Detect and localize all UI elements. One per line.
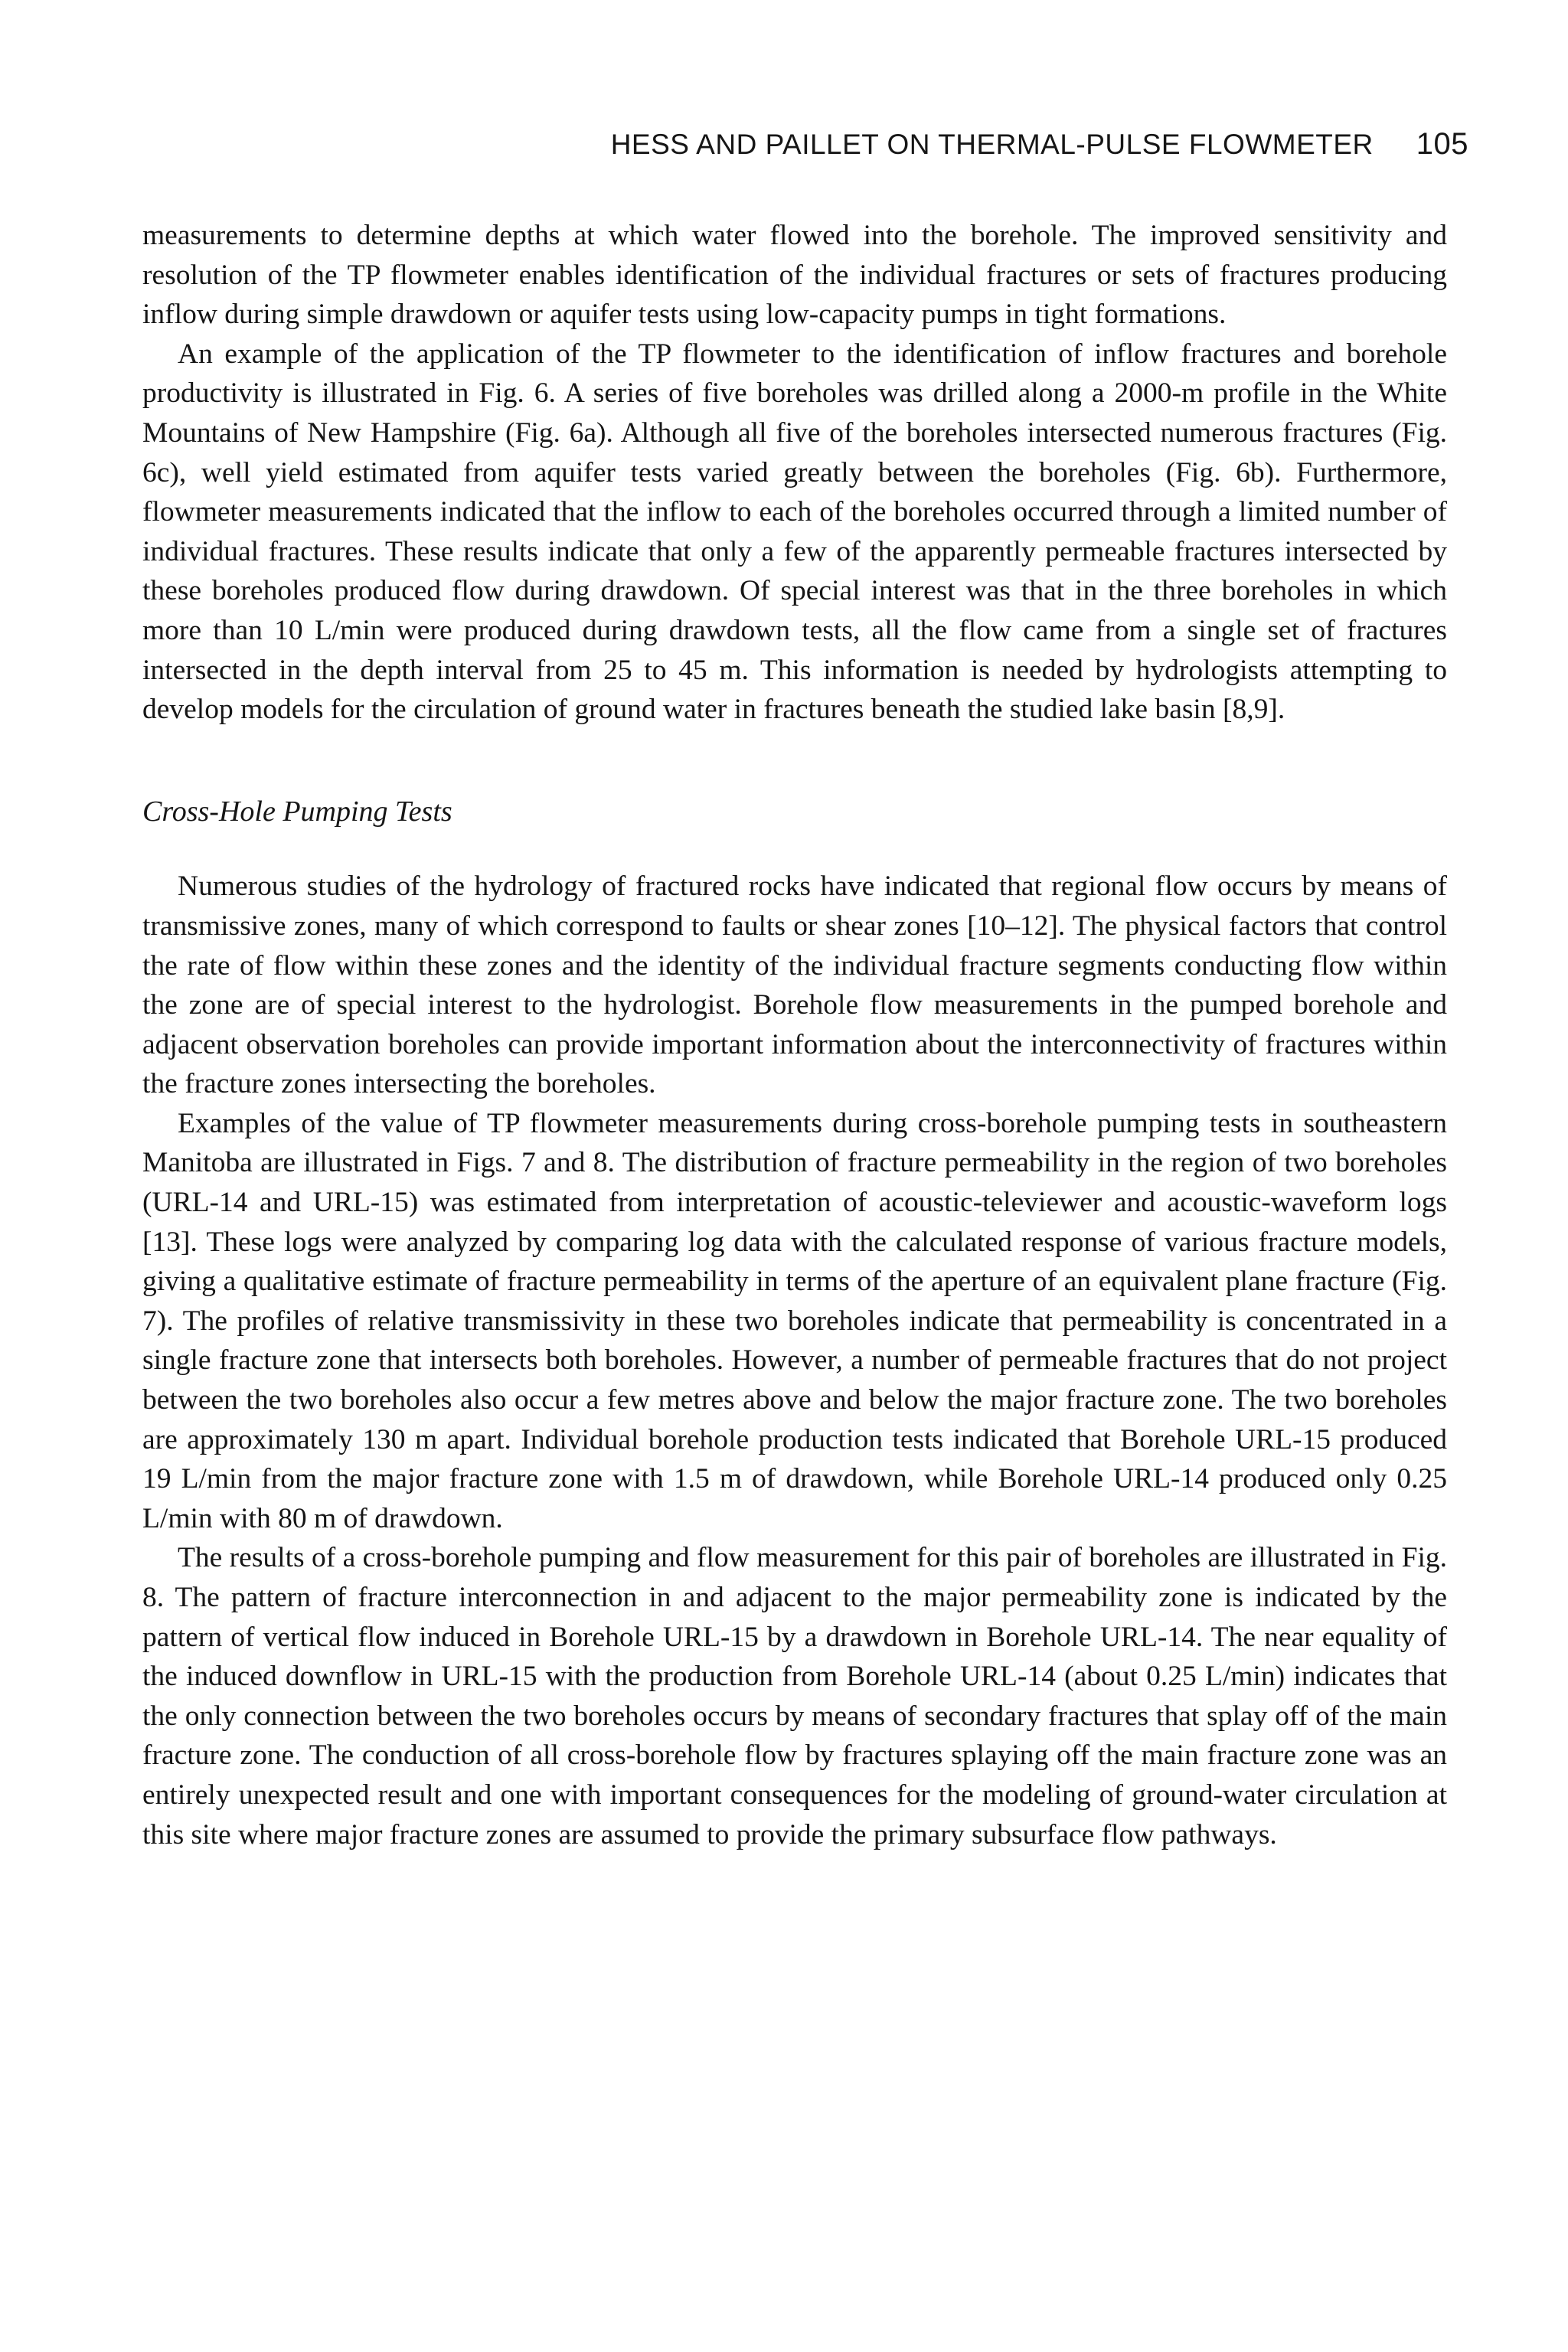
paragraph-continued: measurements to determine depths at which water flowed into the borehole. The improved sensitivity and resolution of the TP flowmeter enables identification of the individual fractures or sets of fractures producing inflow during simple drawdown or aquifer tests using low-capacity pumps in tight formations. bbox=[142, 220, 1447, 331]
running-title: HESS AND PAILLET ON THERMAL-PULSE FLOWMETER bbox=[610, 129, 1374, 160]
article-body bbox=[142, 216, 1447, 1854]
paragraph-fig6-example: An example of the application of the TP flowmeter to the identification of inflow fractures and borehole productivity is illustrated in Fig. 6. A series of five boreholes was drilled along a 2000-m profile in the White Mountains of New Hampshire (Fig. 6a). Although all five of the boreholes intersected numerous fractures (Fig. 6c), well yield estimated from aquifer tests varied greatly between the boreholes (Fig. 6b). Furthermore, flowmeter measurements indicated that the inflow to each of the boreholes occurred through a limited number of individual fractures. These results indicate that only a few of the apparently permeable fractures intersected by these boreholes produced flow during drawdown. Of special interest was that in the three boreholes in which more than 10 L/min were produced during drawdown tests, all the flow came from a single set of fractures intersected in the depth interval from 25 to 45 m. This information is needed by hydrologists attempting to develop models for the circulation of ground water in fractures beneath the studied lake basin [8,9]. bbox=[142, 338, 1447, 726]
paragraph-manitoba-examples: Examples of the value of TP flowmeter measurements during cross-borehole pumping tests in southeastern Manitoba are illustrated in Figs. 7 and 8. The distribution of fracture permeability in the region of two boreholes (URL-14 and URL-15) was estimated from interpretation of acoustic-televiewer and acoustic-waveform logs [13]. These logs were analyzed by comparing log data with the calculated response of various fracture models, giving a qualitative estimate of fracture permeability in terms of the aperture of an equivalent plane fracture (Fig. 7). The profiles of relative transmissivity in these two boreholes indicate that permeability is concentrated in a single fracture zone that intersects both boreholes. However, a number of permeable fractures that do not project between the two boreholes also occur a few metres above and below the major fracture zone. The two boreholes are approximately 130 m apart. Individual borehole production tests indicated that Borehole URL-15 produced 19 L/min from the major fracture zone with 1.5 m of drawdown, while Borehole URL-14 produced only 0.25 L/min with 80 m of drawdown. bbox=[142, 1107, 1447, 1534]
paragraph-fig8-results: The results of a cross-borehole pumping and flow measurement for this pair of boreholes are illustrated in Fig. 8. The pattern of fracture interconnection in and adjacent to the major permeability zone is indicated by the pattern of vertical flow induced in Borehole URL-15 by a drawdown in Borehole URL-14. The near equality of the induced downflow in URL-15 with the production from Borehole URL-14 (about 0.25 L/min) indicates that the only connection between the two boreholes occurs by means of secondary fractures that splay off of the main fracture zone. The conduction of all cross-borehole flow by fractures splaying off the main fracture zone was an entirely unexpected result and one with important consequences for the modeling of ground-water circulation at this site where major fracture zones are assumed to provide the primary subsurface flow pathways. bbox=[142, 1542, 1447, 1851]
running-head bbox=[611, 127, 1468, 162]
section-heading-cross-hole: Cross-Hole Pumping Tests bbox=[142, 795, 452, 828]
paragraph-fractured-rock-hydrology: Numerous studies of the hydrology of fractured rocks have indicated that regional flow occurs by means of transmissive zones, many of which correspond to faults or shear zones [10–12]. The physical factors that control the rate of flow within these zones and the identity of the individual fracture segments conducting flow within the zone are of special interest to the hydrologist. Borehole flow measurements in the pumped borehole and adjacent observation boreholes can provide important information about the interconnectivity of fractures within the fracture zones intersecting the boreholes. bbox=[142, 871, 1447, 1100]
page-number: 105 bbox=[1416, 127, 1468, 161]
